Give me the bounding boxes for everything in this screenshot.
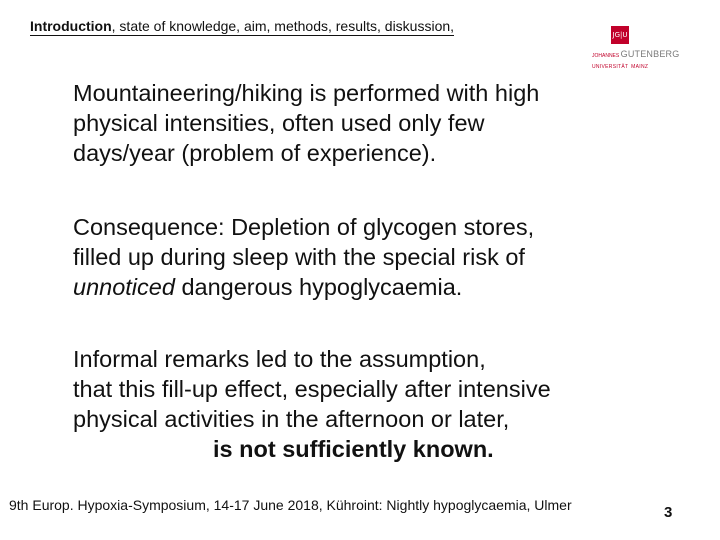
footer-citation: 9th Europ. Hypoxia-Symposium, 14-17 June 2018, Kühroint: Nightly hypoglycaemia, Ulmer (9, 497, 572, 513)
nav-other-sections: , state of knowledge, aim, methods, results, diskussion, (111, 18, 455, 34)
paragraph-assumption (73, 344, 551, 464)
section-nav (30, 17, 454, 36)
paragraph-intro (73, 78, 539, 168)
paragraph-consequence (73, 212, 534, 302)
logo-mark: JG|U (611, 26, 629, 44)
paragraph-line: filled up during sleep with the special risk of (73, 244, 525, 270)
paragraph-line: unnoticed dangerous hypoglycaemia. (73, 274, 463, 300)
paragraph-line: Informal remarks led to the assumption, (73, 346, 486, 372)
paragraph-line: days/year (problem of experience). (73, 140, 437, 166)
paragraph-line: Consequence: Depletion of glycogen stores, (73, 214, 535, 240)
emphasis-text: unnoticed (73, 274, 175, 300)
logo-text-line2: UNIVERSITÄT MAINZ (592, 64, 649, 70)
page-number: 3 (664, 504, 673, 521)
paragraph-conclusion-line: is not sufficiently known. (213, 436, 494, 462)
logo-text-line1: JOHANNES GUTENBERG (592, 49, 680, 59)
paragraph-line: physical intensities, often used only few (73, 110, 485, 136)
university-logo (592, 26, 680, 78)
nav-active-section: Introduction (30, 18, 112, 34)
paragraph-line: physical activities in the afternoon or later, (73, 406, 510, 432)
paragraph-line: Mountaineering/hiking is performed with high (73, 80, 540, 106)
paragraph-line: that this fill-up effect, especially after intensive (73, 376, 551, 402)
